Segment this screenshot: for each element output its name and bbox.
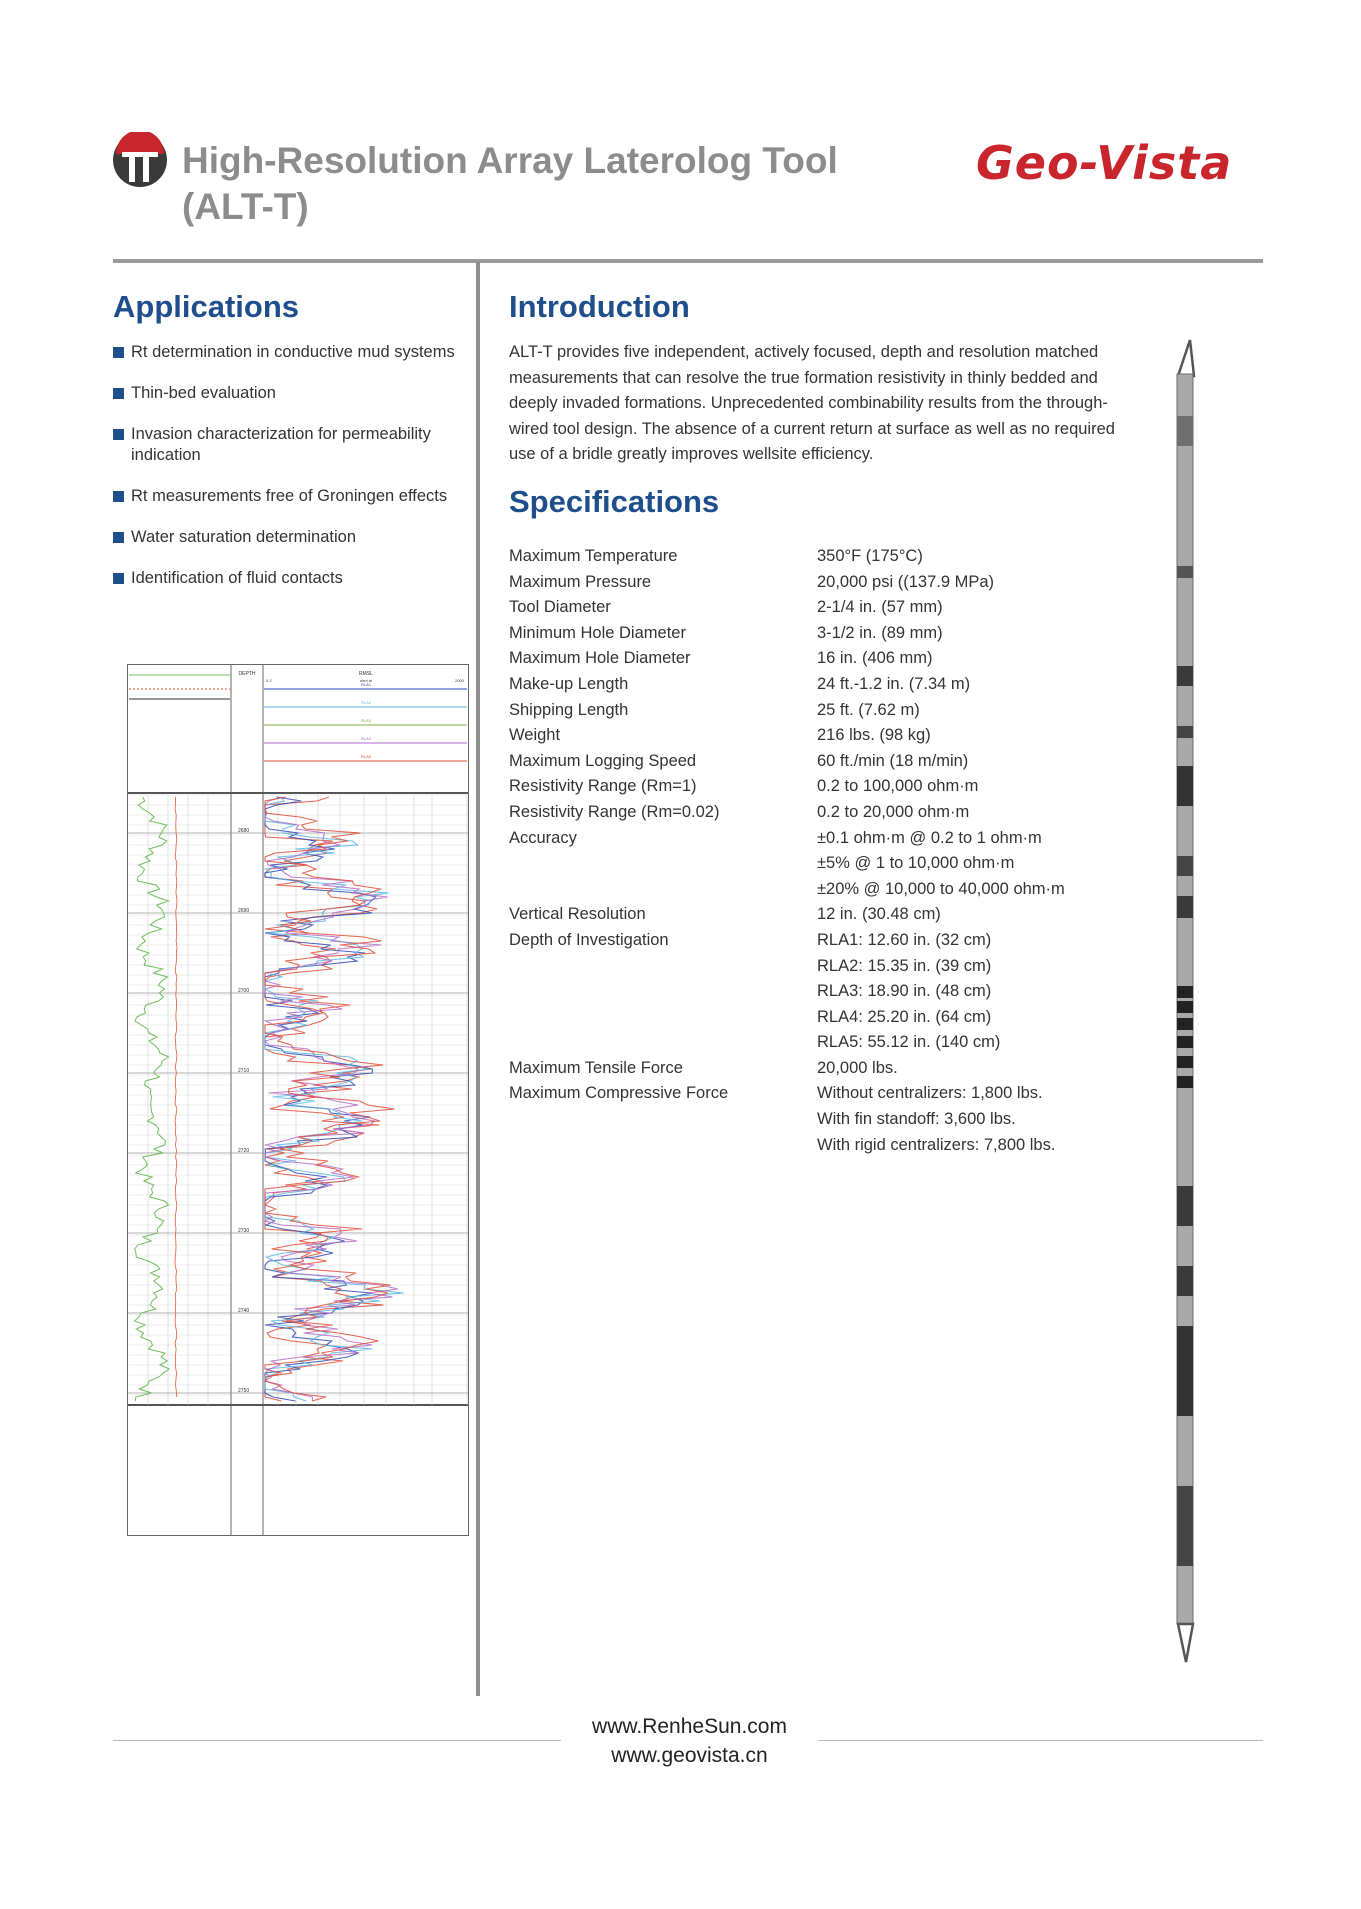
log-depth-tick: 2740: [238, 1308, 250, 1314]
spec-value: 20,000 psi ((137.9 MPa): [817, 572, 995, 591]
spec-value: ±0.1 ohm·m @ 0.2 to 1 ohm·m: [817, 828, 1042, 847]
footer-rule-left: [113, 1740, 561, 1741]
spec-value: ±20% @ 10,000 to 40,000 ohm·m: [817, 879, 1065, 898]
tool-band: [1177, 986, 1193, 998]
spec-value: 350°F (175°C): [817, 547, 923, 565]
spec-value: 24 ft.-1.2 in. (7.34 m): [817, 674, 971, 693]
log-scale-min: 0.2: [266, 678, 272, 683]
spec-label: Maximum Tensile Force: [509, 1058, 683, 1077]
tool-band: [1177, 1486, 1193, 1566]
spec-label: Depth of Investigation: [509, 930, 669, 949]
log-depth-tick: 2680: [238, 828, 250, 834]
footer-rule-right: [818, 1740, 1263, 1741]
spec-row: [509, 1030, 1065, 1056]
spec-row: [509, 979, 1065, 1005]
spec-value: RLA4: 25.20 in. (64 cm): [817, 1007, 992, 1026]
spec-label: Accuracy: [509, 828, 577, 847]
tool-body: [1177, 374, 1193, 1624]
spec-label: [509, 851, 817, 877]
spec-row: [509, 928, 1065, 954]
spec-row: [509, 1056, 1065, 1082]
log-depth-tick: 2700: [238, 988, 250, 994]
introduction-text: ALT-T provides five independent, actively focused, depth and resolution matched measurements that can resolve the true formation resistivity in thinly bedded and deeply invaded formations. Unprecedented combinability results from the through-wired tool design. The absence of a current return at surface as well as no required use of a bridle greatly improves wellsite efficiency.: [509, 343, 1115, 464]
log-legend-label: RLA5: [360, 754, 372, 759]
tool-band: [1177, 666, 1193, 686]
spec-row: [509, 646, 1065, 672]
spec-value: 3-1/2 in. (89 mm): [817, 623, 943, 642]
spec-row: [509, 621, 1065, 647]
spec-value: ±5% @ 1 to 10,000 ohm·m: [817, 854, 1015, 873]
tool-band: [1177, 1326, 1193, 1416]
log-legend-label: RLA3: [360, 718, 372, 723]
log-gamma-curve: [135, 797, 170, 1401]
spec-label: [509, 954, 817, 980]
spec-label: [509, 877, 817, 903]
log-depth-tick: 2750: [238, 1388, 250, 1394]
header-divider: [113, 259, 1263, 263]
footer-link-renhesun[interactable]: www.RenheSun.com: [592, 1715, 787, 1738]
spec-row: [509, 698, 1065, 724]
spec-row: [509, 1133, 1065, 1159]
spec-row: [509, 877, 1065, 903]
spec-value: RLA3: 18.90 in. (48 cm): [817, 982, 992, 1001]
tool-band: [1177, 1001, 1193, 1013]
logging-tool-image: [1160, 336, 1210, 1666]
spec-value: RLA2: 15.35 in. (39 cm): [817, 956, 992, 975]
spec-label: [509, 1005, 817, 1031]
tool-band: [1177, 416, 1193, 446]
tool-band: [1177, 1186, 1193, 1226]
spec-value: 0.2 to 100,000 ohm·m: [817, 777, 979, 796]
column-divider: [476, 262, 480, 1696]
tool-band: [1177, 766, 1193, 806]
application-item: Identification of fluid contacts: [113, 568, 463, 589]
log-caliper-curve: [175, 797, 177, 1397]
spec-row: [509, 800, 1065, 826]
spec-label: Maximum Compressive Force: [509, 1084, 729, 1103]
spec-row: [509, 902, 1065, 928]
spec-row: [509, 826, 1065, 852]
spec-label: [509, 1107, 817, 1133]
tool-band: [1177, 1018, 1193, 1030]
footer-links: [561, 1712, 818, 1770]
spec-row: [509, 1081, 1065, 1107]
spec-label: Shipping Length: [509, 700, 629, 719]
resistivity-log-image: [127, 664, 469, 1536]
spec-value: 60 ft./min (18 m/min): [817, 751, 969, 770]
tool-band: [1177, 1036, 1193, 1048]
specifications-heading: Specifications: [509, 484, 720, 519]
log-scale-max: 2000: [455, 678, 464, 683]
spec-row: [509, 954, 1065, 980]
spec-row: [509, 851, 1065, 877]
spec-value: Without centralizers: 1,800 lbs.: [817, 1084, 1043, 1103]
spec-value: With rigid centralizers: 7,800 lbs.: [817, 1135, 1056, 1154]
spec-label: Vertical Resolution: [509, 905, 646, 924]
log-depth-tick: 2690: [238, 908, 250, 914]
application-item: Invasion characterization for permeability indication: [113, 424, 463, 466]
applications-heading: Applications: [113, 289, 300, 324]
tool-top-bail: [1178, 340, 1194, 376]
spec-value: 0.2 to 20,000 ohm·m: [817, 802, 970, 821]
bullet-square-icon: [113, 491, 124, 502]
spec-row: [509, 1107, 1065, 1133]
log-depth-tick: 2710: [238, 1068, 250, 1074]
tool-band: [1177, 1056, 1193, 1068]
title-line-1: High-Resolution Array Laterolog Tool: [182, 140, 838, 181]
tool-band: [1177, 726, 1193, 738]
bullet-square-icon: [113, 429, 124, 440]
log-legend-label: RLA4: [360, 736, 372, 741]
spec-value: 2-1/4 in. (57 mm): [817, 598, 943, 617]
log-track-label: RMSL: [359, 671, 373, 677]
specifications-table: [509, 544, 1065, 1158]
spec-label: Tool Diameter: [509, 598, 611, 617]
spec-label: [509, 979, 817, 1005]
spec-label: Resistivity Range (Rm=0.02): [509, 802, 720, 821]
log-legend-label: RLA1: [360, 682, 372, 687]
spec-row: [509, 749, 1065, 775]
application-item: Rt measurements free of Groningen effects: [113, 486, 463, 507]
log-legend-label: RLA2: [360, 700, 372, 705]
spec-row: [509, 595, 1065, 621]
spec-label: Resistivity Range (Rm=1): [509, 777, 697, 796]
company-logo-icon: [112, 132, 168, 188]
tool-band: [1177, 1266, 1193, 1296]
spec-row: [509, 544, 1065, 570]
footer-link-geovista[interactable]: www.geovista.cn: [611, 1744, 768, 1767]
tool-band: [1177, 896, 1193, 918]
spec-label: Maximum Temperature: [509, 547, 678, 565]
bullet-square-icon: [113, 573, 124, 584]
log-depth-label: DEPTH: [238, 671, 256, 677]
spec-value: RLA5: 55.12 in. (140 cm): [817, 1033, 1001, 1052]
application-item: Thin-bed evaluation: [113, 383, 463, 404]
title-line-2: (ALT-T): [182, 186, 309, 227]
spec-value: 25 ft. (7.62 m): [817, 700, 920, 719]
spec-value: 16 in. (406 mm): [817, 649, 933, 668]
log-depth-tick: 2720: [238, 1148, 250, 1154]
tool-band: [1177, 856, 1193, 876]
spec-label: [509, 1030, 817, 1056]
document-title: [182, 138, 838, 230]
spec-row: [509, 774, 1065, 800]
application-item: Water saturation determination: [113, 527, 463, 548]
application-item: Rt determination in conductive mud systems: [113, 342, 463, 363]
applications-list: [113, 342, 463, 609]
spec-label: [509, 1133, 817, 1159]
bullet-square-icon: [113, 347, 124, 358]
tool-bottom-bail: [1178, 1624, 1193, 1662]
spec-value: RLA1: 12.60 in. (32 cm): [817, 930, 992, 949]
spec-label: Maximum Pressure: [509, 572, 652, 591]
spec-row: [509, 570, 1065, 596]
spec-row: [509, 672, 1065, 698]
spec-value: 216 lbs. (98 kg): [817, 726, 931, 745]
log-unit-label: ohm.m: [359, 678, 373, 683]
log-depth-tick: 2730: [238, 1228, 250, 1234]
tool-band: [1177, 566, 1193, 578]
spec-row: [509, 1005, 1065, 1031]
spec-label: Maximum Logging Speed: [509, 751, 697, 770]
spec-label: Minimum Hole Diameter: [509, 623, 686, 642]
spec-value: With fin standoff: 3,600 lbs.: [817, 1110, 1016, 1129]
spec-value: 20,000 lbs.: [817, 1058, 898, 1077]
spec-label: Maximum Hole Diameter: [509, 649, 691, 668]
bullet-square-icon: [113, 532, 124, 543]
spec-row: [509, 723, 1065, 749]
spec-label: Make-up Length: [509, 674, 629, 693]
spec-label: Weight: [509, 726, 561, 745]
brand-logo: Geo-Vista: [976, 136, 1233, 190]
bullet-square-icon: [113, 388, 124, 399]
introduction-heading: Introduction: [509, 289, 690, 324]
tool-band: [1177, 1076, 1193, 1088]
spec-value: 12 in. (30.48 cm): [817, 905, 941, 924]
